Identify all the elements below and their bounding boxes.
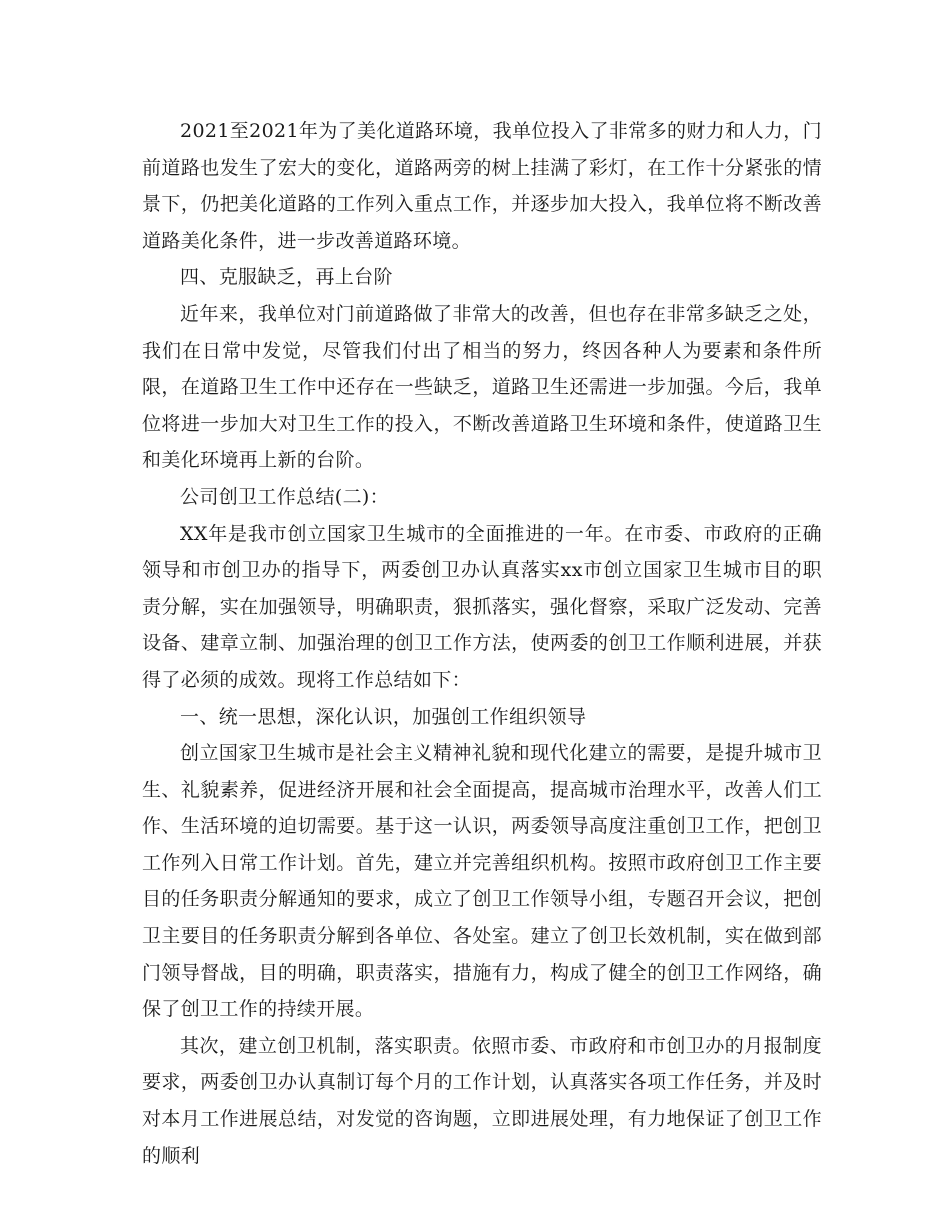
document-body bbox=[142, 113, 822, 1174]
section-heading-one: 一、统一思想，深化认识，加强创工作组织领导 bbox=[180, 705, 587, 728]
paragraph-road-improvement: 近年来，我单位对门前道路做了非常大的改善，但也存在非常多缺乏之处，我们在日常中发觉，尽管我们付出了相当的努力，终因各种人为要素和条件所限，在道路卫生工作中还存在一些缺乏，道路卫生还需进一步加强。今后，我单位将进一步加大对卫生工作的投入，不断改善道路卫生环境和条件，使道路卫生和美化环境再上新的台阶。 bbox=[142, 302, 822, 472]
paragraph-intro: XX年是我市创立国家卫生城市的全面推进的一年。在市委、市政府的正确领导和市创卫办的指导下，两委创卫办认真落实xx市创立国家卫生城市目的职责分解，实在加强领导，明确职责，狠抓落实，强化督察，采取广泛发动、完善设备、建章立制、加强治理的创卫工作方法，使两委的创卫工作顺利进展，并获得了必须的成效。现将工作总结如下： bbox=[142, 522, 822, 691]
section-heading-four: 四、克服缺乏，再上台阶 bbox=[180, 266, 393, 289]
paragraph-mechanism: 其次，建立创卫机制，落实职责。依照市委、市政府和市创卫办的月报制度要求，两委创卫办认真制订每个月的工作计划，认真落实各项工作任务，并及时对本月工作进展总结，对发觉的咨询题，立即进展处理，有力地保证了创卫工作的顺利 bbox=[142, 1034, 822, 1167]
paragraph-organization: 创立国家卫生城市是社会主义精神礼貌和现代化建立的需要，是提升城市卫生、礼貌素养，促进经济开展和社会全面提高，提高城市治理水平，改善人们工作、生活环境的迫切需要。基于这一认识，两委领导高度注重创卫工作，把创卫工作列入日常工作计划。首先，建立并完善组织机构。按照市政府创卫工作主要目的任务职责分解通知的要求，成立了创卫工作领导小组，专题召开会议，把创卫主要目的任务职责分解到各单位、各处室。建立了创卫长效机制，实在做到部门领导督战，目的明确，职责落实，措施有力，构成了健全的创卫工作网络，确保了创卫工作的持续开展。 bbox=[142, 742, 822, 1021]
paragraph-beautify-roads: 2021至2021年为了美化道路环境，我单位投入了非常多的财力和人力，门前道路也发生了宏大的变化，道路两旁的树上挂满了彩灯，在工作十分紧张的情景下，仍把美化道路的工作列入重点工作，并逐步加大投入，我单位将不断改善道路美化条件，进一步改善道路环境。 bbox=[142, 120, 822, 252]
document-subtitle: 公司创卫工作总结(二)： bbox=[180, 485, 390, 508]
